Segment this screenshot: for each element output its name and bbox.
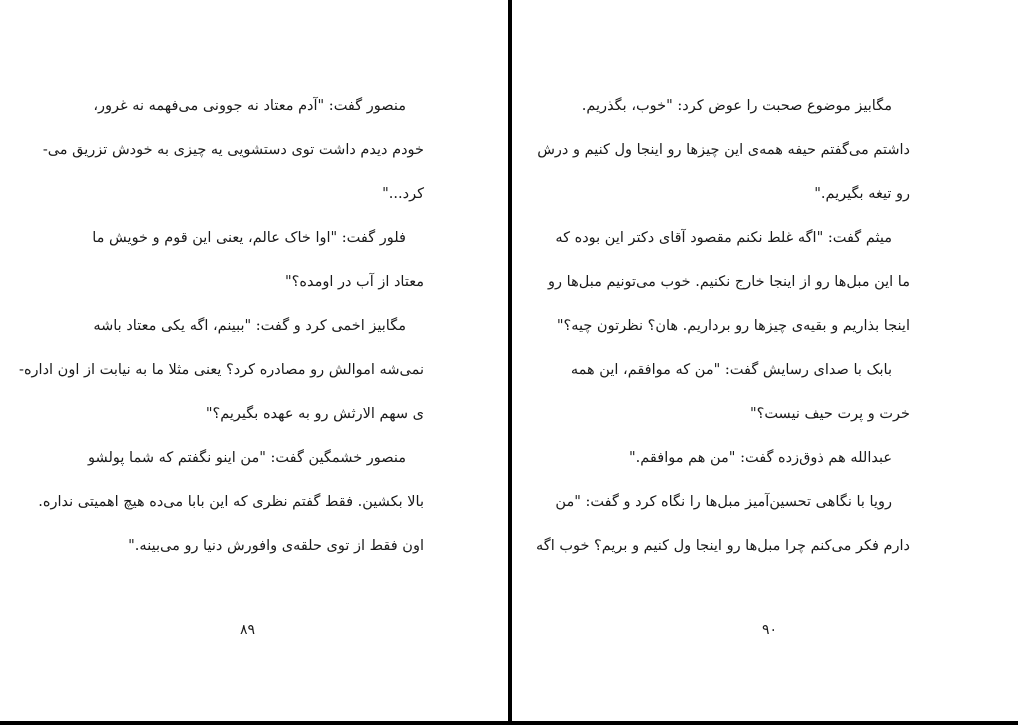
text-line: خرت و پرت حیف نیست؟": [749, 406, 910, 422]
text-line: خودم دیدم داشت توی دستشویی یه چیزی به خودش تزریق می-: [42, 142, 424, 158]
right-page-number: ۹۰: [762, 622, 778, 638]
right-page-text: [536, 84, 910, 568]
text-line: داشتم می‌گفتم حیفه همه‌ی این چیزها رو اینجا ول کنیم و درش: [537, 142, 910, 158]
text-line: ی سهم الارثش رو به عهده بگیریم؟": [205, 406, 424, 422]
text-line: مگابیز موضوع صحبت را عوض کرد: "خوب، بگذریم.: [581, 98, 892, 114]
left-page: [0, 0, 508, 725]
text-line: میثم گفت: "اگه غلط نکنم مقصود آقای دکتر این بوده که: [555, 230, 892, 246]
text-line: اون فقط از توی حلقه‌ی وافورش دنیا رو می‌بینه.": [128, 538, 424, 554]
text-line: ما این مبل‌ها رو از اینجا خارج نکنیم. خوب می‌تونیم مبل‌ها رو: [548, 274, 910, 290]
text-line: اینجا بذاریم و بقیه‌ی چیزها رو برداریم. هان؟ نظرتون چیه؟": [556, 318, 910, 334]
text-line: کرد...": [382, 186, 424, 202]
bottom-border: [0, 721, 1018, 725]
left-page-text: [19, 84, 424, 568]
text-line: نمی‌شه اموالش رو مصادره کرد؟ یعنی مثلا ما به نیابت از اون اداره-: [19, 362, 424, 378]
text-line: منصور خشمگین گفت: "من اینو نگفتم که شما پولشو: [88, 450, 406, 466]
text-line: رو تیغه بگیریم.": [814, 186, 910, 202]
text-line: منصور گفت: "آدم معتاد نه جوونی می‌فهمه نه غرور،: [93, 98, 406, 114]
text-line: بالا بکشین. فقط گفتم نظری که این بابا می‌ده هیچ اهمیتی نداره.: [38, 494, 424, 510]
text-line: رویا با نگاهی تحسین‌آمیز مبل‌ها را نگاه کرد و گفت: "من: [555, 494, 892, 510]
text-line: بابک با صدای رسایش گفت: "من که موافقم، این همه: [570, 362, 892, 378]
text-line: معتاد از آب در اومده؟": [285, 274, 424, 290]
right-page: [512, 0, 1018, 725]
text-line: عبدالله هم ذوق‌زده گفت: "من هم موافقم.": [629, 450, 892, 466]
text-line: فلور گفت: "اوا خاک عالم، یعنی این قوم و خویش ما: [92, 230, 406, 246]
left-page-number: ۸۹: [240, 622, 256, 638]
text-line: دارم فکر می‌کنم چرا مبل‌ها رو اینجا ول کنیم و بریم؟ خوب اگه: [536, 538, 910, 554]
text-line: مگابیز اخمی کرد و گفت: "ببینم، اگه یکی معتاد باشه: [93, 318, 406, 334]
